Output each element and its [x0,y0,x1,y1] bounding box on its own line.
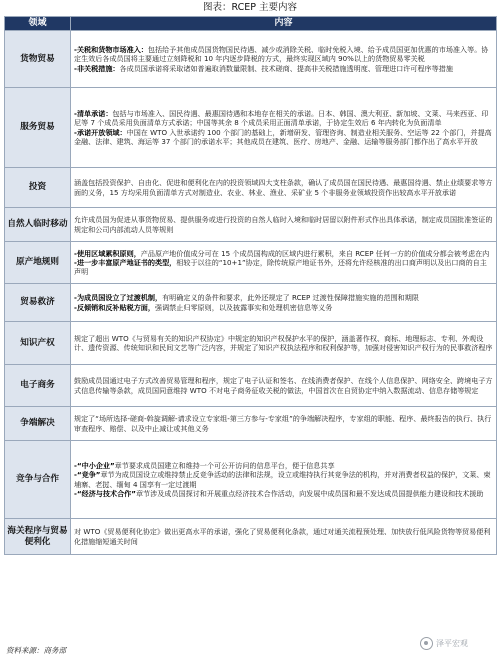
paragraph-heading: -承诺开放领域： [74,127,127,137]
content-paragraph [74,293,493,302]
table-row [5,284,497,322]
table-row [5,441,497,519]
table-row [5,31,497,88]
header-content: 内容 [71,17,497,31]
paragraph-text: 各成员国承诺将采取诸如普遍取消数量限制、技术磋商、提高非关税措施透明度、管理进口许可程序等措施 [119,63,453,73]
paragraph-heading: -“竞争” [74,470,101,480]
paragraph-text: 规定了“场所选择-磋商-斡旋调解-请求设立专家组-第三方参与-专家组”的争端解决程序，专家组的职能、程序、最终报告的执行、执行审查程序、赔偿、以及中止减让或其他义务 [74,414,492,433]
content-paragraph [74,303,493,312]
row-label: 货物贸易 [5,31,71,88]
row-content [71,407,497,441]
paragraph-text: 包括给予其他成员国货物国民待遇、减少或消除关税、临时免税入境、给予成员国更加优惠的市场准入等。协定生效后各成员国将主要通过立刻降税和 10 年内逐步降税的方式，最终实现区域内 90%以上的货物贸易零关税 [74,45,489,64]
source-note: 资料来源：商务部 [6,646,66,655]
paragraph-text: 有明确定义的条件和要求，此外还规定了 RCEP 过渡性保障措施实施的范围和期限 [162,293,419,303]
row-label: 投资 [5,168,71,208]
row-content [71,365,497,407]
paragraph-text: 章节涉及成员国探讨和开展重点经济技术合作活动，向发展中成员国和最不发达成员国提供能力建设和技术援助 [135,488,484,498]
table-row [5,407,497,441]
row-label: 电子商务 [5,365,71,407]
paragraph-text: 鼓励成员国通过电子方式改善贸易管理和程序，规定了电子认证和签名、在线消费者保护、在线个人信息保护、网络安全、跨境电子方式信息传输等条款，成员国同意维持 WTO 不对电子商务征收关税的做法，中国首次在自贸协定中纳入数据流动、信息存储等规定 [74,376,493,395]
paragraph-text: 涵盖包括投资保护、自由化、促进和便利化在内的投资领域四大支柱条款，确认了成员国在国民待遇、最惠国待遇、禁止业绩要求等方面的义务，15 方均采用负面清单方式对制造业、农业、林业、渔业、采矿业 5 个非服务业领域投资作出较高水平开放承诺 [74,178,493,197]
content-paragraph [74,461,493,470]
watermark [420,637,468,650]
row-content [71,31,497,88]
paragraph-text: 强调禁止归零原则，以及披露事实和处理机密信息等义务 [154,302,333,312]
row-content [71,208,497,242]
table-caption: 图表：RCEP 主要内容 [202,2,297,13]
paragraph-text: 章节为成员国设立或维持禁止反竞争活动的法律和法规，设立或维持执行其竞争法的机构，并对消费者权益的保护，文莱、柬埔寨、老挝、缅甸 4 国享有一定过渡期 [74,470,491,489]
paragraph-heading: -使用区域累积原则， [74,248,141,258]
content-paragraph [74,215,493,233]
paragraph-text: 章节要求成员国建立和维持一个可公开访问的信息平台，便于信息共享 [114,461,335,471]
paragraph-heading: -“经济与技术合作” [74,488,136,498]
paragraph-heading: -清单承诺： [74,109,113,119]
table-row [5,88,497,168]
row-content [71,242,497,284]
row-content [71,284,497,322]
table-row [5,242,497,284]
content-paragraph [74,258,493,276]
table-row [5,322,497,365]
paragraph-heading: -反倾销和反补贴税方面， [74,302,155,312]
paragraph-text: 相较于以往的“10+1”协定，除传统原产地证书外，还将允许经核准的出口商声明以及出口商的自主声明 [74,257,487,277]
content-paragraph [74,109,493,127]
table-body [5,31,497,555]
header-domain: 领域 [5,17,71,31]
table-row [5,208,497,242]
content-paragraph [74,178,493,196]
content-paragraph [74,470,493,488]
paragraph-text: 对 WTO《贸易便利化协定》做出更高水平的承诺，强化了贸易便利化条款，通过对通关流程预处理、加快放行低风险货物等贸易便利化措施缩短通关时间 [74,527,491,546]
row-content [71,322,497,365]
paragraph-text: 中国在 WTO 入世承诺约 100 个部门的基础上，新增研发、管理咨询、制造业相关服务、空运等 22 个部门，并提高金融、法律、建筑、海运等 37 个部门的承诺水平；其他成员在建筑、医疗、房地产、金融、运输等服务部门都作出了高水平开放 [74,127,492,146]
rcep-table [4,16,497,555]
row-label: 自然人临时移动 [5,208,71,242]
row-content [71,88,497,168]
table-row [5,168,497,208]
row-label: 争端解决 [5,407,71,441]
row-label: 服务贸易 [5,88,71,168]
row-label: 竞争与合作 [5,441,71,519]
paragraph-heading: -非关税措施： [74,63,120,73]
content-paragraph [74,414,493,432]
content-paragraph [74,64,493,73]
table-row [5,365,497,407]
row-label: 知识产权 [5,322,71,365]
row-label: 海关程序与贸易便利化 [5,519,71,555]
row-content [71,168,497,208]
content-paragraph [74,249,493,258]
wechat-logo-icon [420,637,433,650]
content-paragraph [74,489,493,498]
table-row [5,519,497,555]
table-header-row [5,17,497,31]
row-content [71,519,497,555]
paragraph-text: 产品原产地价值成分可在 15 个成员国构成的区域内进行累积，来自 RCEP 任何一方的价值成分都会被考虑在内 [140,248,490,258]
paragraph-heading: -“中小企业” [74,461,115,471]
content-paragraph [74,527,493,545]
paragraph-heading: -为成员国设立了过渡机制， [74,293,163,303]
content-paragraph [74,128,493,146]
content-paragraph [74,334,493,352]
row-label: 贸易救济 [5,284,71,322]
content-paragraph [74,376,493,394]
paragraph-heading: -进一步丰富原产地证书的类型， [74,257,177,267]
paragraph-text: 包括与市场准入、国民待遇、最惠国待遇和本地存在相关的承诺。日本、韩国、澳大利亚、新加坡、文莱、马来西亚、印尼等 7 个成员采用负面清单方式承诺；中国等其余 8 个成员采用正面清单承诺，于协定生效后 6 年内转化为负面清单 [74,109,489,128]
paragraph-heading: -关税和货物市场准入： [74,45,148,55]
row-label: 原产地规则 [5,242,71,284]
paragraph-text: 允许成员国为促进从事货物贸易、提供服务或进行投资的自然人临时入境和临时居留以附件形式作出具体承诺，制定成员国批准签证的规定和公司内部流动人员等规则 [74,215,493,234]
row-content [71,441,497,519]
content-paragraph [74,45,493,63]
watermark-text: 泽平宏观 [436,639,468,648]
paragraph-text: 规定了超出 WTO《与贸易有关的知识产权协定》中规定的知识产权保护水平的保护，涵盖著作权、商标、地理标志、专利、外观设计、遗传资源、传统知识和民间文艺等广泛内容，并规定了知识产权执法程序和权利保护等，加强对侵害知识产权行为的民事救济程序 [74,333,493,352]
